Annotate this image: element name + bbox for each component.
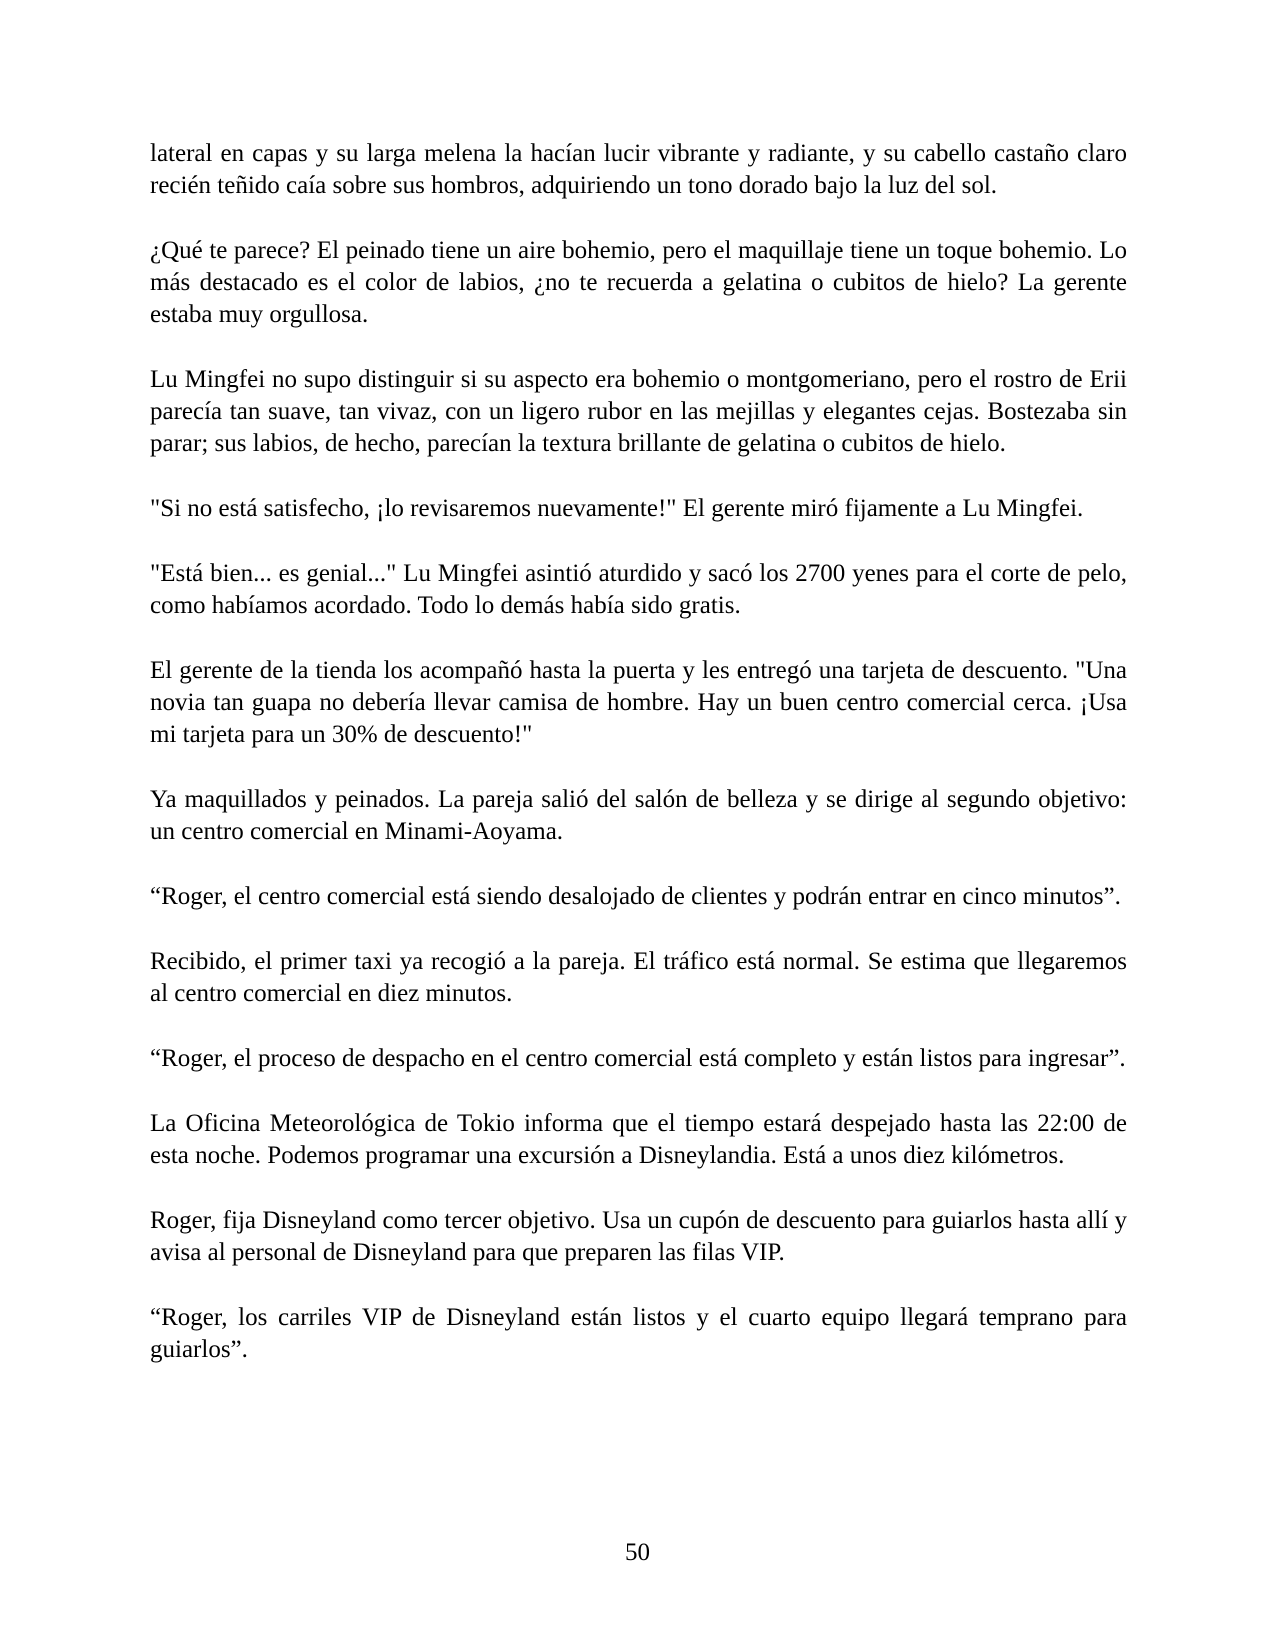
page-number: 50 (625, 1539, 650, 1566)
paragraph-13: “Roger, los carriles VIP de Disneyland están listos y el cuarto equipo llegará temprano para guiarlos”. (150, 1304, 1127, 1363)
paragraph-4: "Si no está satisfecho, ¡lo revisaremos nuevamente!" El gerente miró fijamente a Lu Mingfei. (150, 495, 1084, 522)
paragraph-8: “Roger, el centro comercial está siendo desalojado de clientes y podrán entrar en cinco minutos”. (150, 883, 1121, 910)
page-body (150, 138, 1127, 1366)
paragraph-9: Recibido, el primer taxi ya recogió a la pareja. El tráfico está normal. Se estima que llegaremos al centro comercial en diez minutos. (150, 948, 1127, 1007)
paragraph-7: Ya maquillados y peinados. La pareja salió del salón de belleza y se dirige al segundo objetivo: un centro comercial en Minami-Aoyama. (150, 786, 1127, 845)
paragraph-6: El gerente de la tienda los acompañó hasta la puerta y les entregó una tarjeta de descuento. "Una novia tan guapa no debería llevar camisa de hombre. Hay un buen centro comercial cerca. ¡Usa mi tarjeta para un 30% de descuento!" (150, 657, 1127, 748)
paragraph-3: Lu Mingfei no supo distinguir si su aspecto era bohemio o montgomeriano, pero el rostro de Erii parecía tan suave, tan vivaz, con un ligero rubor en las mejillas y elegantes cejas. Bostezaba sin parar; sus labios, de hecho, parecían la textura brillante de gelatina o cubitos de hielo. (150, 366, 1127, 457)
paragraph-2: ¿Qué te parece? El peinado tiene un aire bohemio, pero el maquillaje tiene un toque bohemio. Lo más destacado es el color de labios, ¿no te recuerda a gelatina o cubitos de hielo? La gerente estaba muy orgullosa. (150, 237, 1127, 328)
paragraph-1: lateral en capas y su larga melena la hacían lucir vibrante y radiante, y su cabello castaño claro recién teñido caía sobre sus hombros, adquiriendo un tono dorado bajo la luz del sol. (150, 140, 1127, 199)
paragraph-10: “Roger, el proceso de despacho en el centro comercial está completo y están listos para ingresar”. (150, 1045, 1126, 1072)
paragraph-12: Roger, fija Disneyland como tercer objetivo. Usa un cupón de descuento para guiarlos hasta allí y avisa al personal de Disneyland para que preparen las filas VIP. (150, 1207, 1127, 1266)
paragraph-5: "Está bien... es genial..." Lu Mingfei asintió aturdido y sacó los 2700 yenes para el corte de pelo, como habíamos acordado. Todo lo demás había sido gratis. (150, 560, 1127, 619)
paragraph-11: La Oficina Meteorológica de Tokio informa que el tiempo estará despejado hasta las 22:00 de esta noche. Podemos programar una excursión a Disneylandia. Está a unos diez kilómetros. (150, 1110, 1127, 1169)
